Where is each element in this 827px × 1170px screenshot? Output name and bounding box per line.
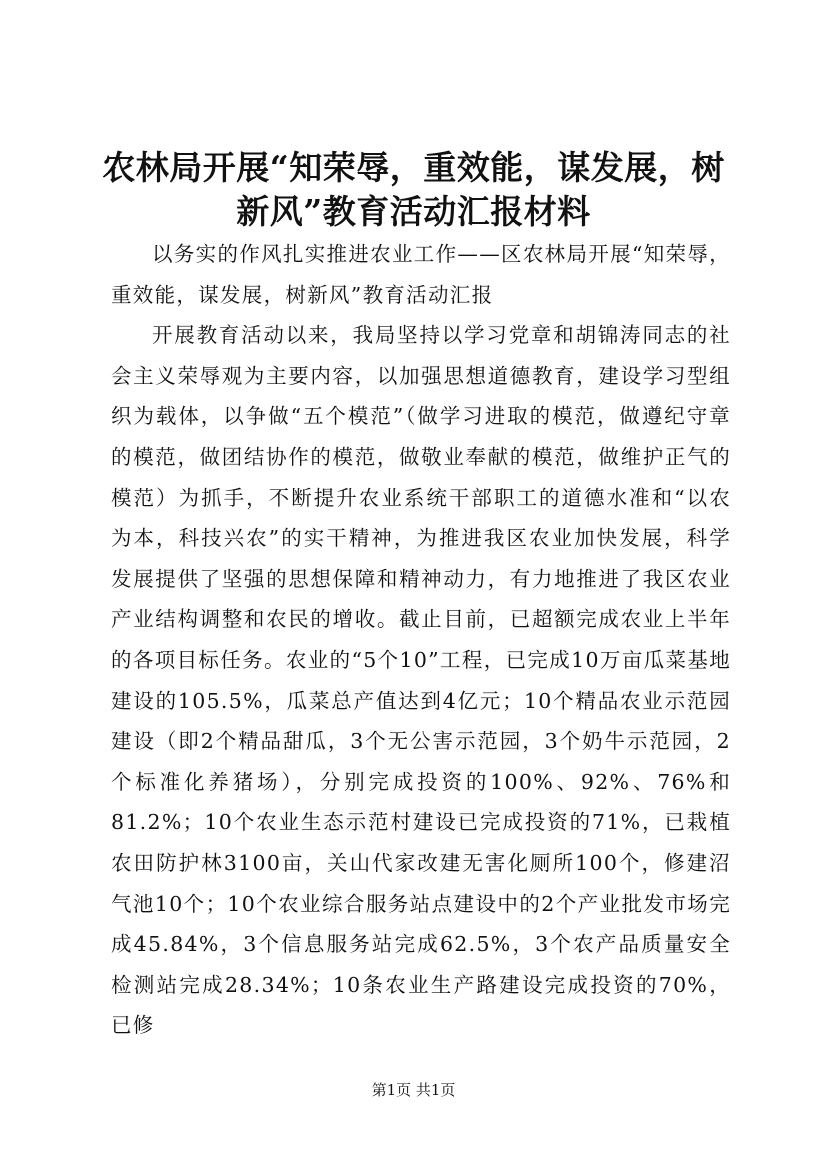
document-title: 农林局开展“知荣辱，重效能，谋发展，树新风”教育活动汇报材料 [102,148,725,231]
subtitle-paragraph: 以务实的作风扎实推进农业工作——区农林局开展“知荣辱，重效能，谋发展，树新风”教育活动汇报 [111,242,731,307]
document-body [111,234,731,1046]
page-footer: 第1页 共1页 [371,1081,456,1099]
body-paragraph: 开展教育活动以来，我局坚持以学习党章和胡锦涛同志的社会主义荣辱观为主要内容，以加强思想道德教育，建设学习型组织为载体，以争做“五个模范”（做学习进取的模范，做遵纪守章的模范，做团结协作的模范，做敬业奉献的模范，做维护正气的模范）为抓手，不断提升农业系统干部职工的道德水准和“以农为本，科技兴农”的实干精神，为推进我区农业加快发展，科学发展提供了坚强的思想保障和精神动力，有力地推进了我区农业产业结构调整和农民的增收。截止目前，已超额完成农业上半年的各项目标任务。农业的“5个10”工程，已完成10万亩瓜菜基地建设的105.5%，瓜菜总产值达到4亿元；10个精品农业示范园建设（即2个精品甜瓜，3个无公害示范园，3个奶牛示范园，2个标准化养猪场），分别完成投资的100%、92%、76%和81.2%；10个农业生态示范村建设已完成投资的71%，已栽植农田防护林3100亩，关山代家改建无害化厕所100个，修建沼气池10个；10个农业综合服务站点建设中的2个产业批发市场完成45.84%，3个信息服务站完成62.5%，3个农产品质量安全检测站完成28.34%；10条农业生产路建设完成投资的70%，已修 [111,323,731,1038]
